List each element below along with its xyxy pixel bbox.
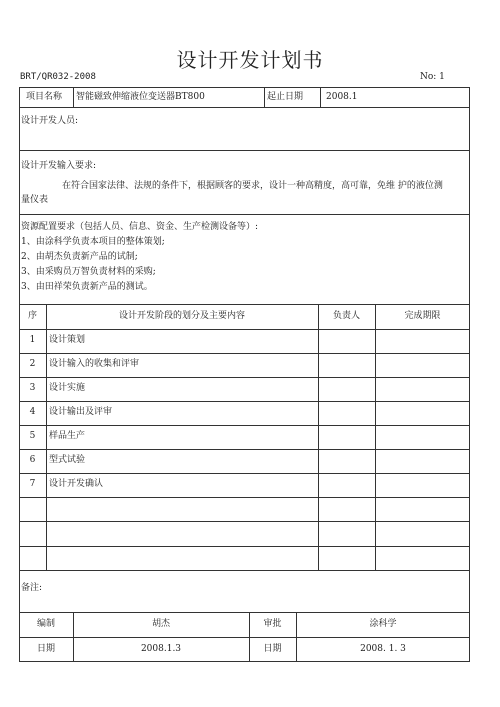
resource-item: 1、由涂科学负责本项目的整体策划;	[21, 237, 165, 247]
table-row-no: 1	[29, 335, 36, 345]
table-row-content: 设计实施	[49, 383, 86, 393]
row-divider	[19, 637, 470, 638]
col-divider	[320, 87, 321, 107]
row-divider	[19, 353, 470, 354]
row-divider	[19, 612, 470, 613]
resource-item: 3、由采购员万智负责材料的采购;	[21, 267, 156, 277]
col-divider	[73, 87, 74, 107]
col-divider	[318, 304, 319, 570]
table-row-content: 型式试验	[49, 455, 86, 465]
document-title: 设计开发计划书	[176, 48, 324, 72]
input-requirements-text: 量仪表	[21, 195, 49, 205]
approved-by-label: 审批	[263, 619, 282, 629]
prepared-date-value: 2008.1.3	[140, 644, 182, 654]
table-row-no: 3	[29, 383, 36, 393]
resources-label: 资源配置要求（包括人员、信息、资金、生产检测设备等）:	[21, 222, 259, 232]
table-row-content: 设计开发确认	[49, 479, 104, 489]
form-frame	[19, 87, 470, 662]
col-divider	[264, 87, 265, 107]
table-row-no: 2	[29, 359, 36, 369]
prepared-by-label: 编制	[36, 619, 55, 629]
project-name-value: 智能磁致伸缩液位变送器BT800	[76, 92, 205, 102]
start-date-value: 2008.1	[326, 92, 358, 102]
table-row-content: 设计策划	[49, 335, 86, 345]
document-number: BRT/QR032-2008	[20, 72, 96, 82]
start-date-label: 起止日期	[267, 92, 304, 102]
approved-date-label: 日期	[263, 644, 282, 654]
table-header-owner: 负责人	[332, 311, 360, 321]
table-row-content: 设计输入的收集和评审	[49, 359, 140, 369]
table-header-no: 序	[27, 311, 37, 321]
prepared-date-label: 日期	[36, 644, 55, 654]
row-divider	[19, 497, 470, 498]
remarks-label: 备注:	[21, 583, 43, 593]
table-row-no: 6	[29, 455, 36, 465]
col-divider	[375, 304, 376, 570]
row-divider	[19, 449, 470, 450]
row-divider	[19, 329, 470, 330]
row-divider	[19, 214, 470, 215]
resource-item: 3、由田祥荣负责新产品的测试。	[21, 282, 153, 292]
input-requirements-text: 在符合国家法律、法规的条件下，根据顾客的要求，设计一种高精度，高可靠，免维 护的液位测	[62, 181, 443, 191]
col-divider	[46, 304, 47, 570]
row-divider	[19, 107, 470, 108]
approved-date-value: 2008. 1. 3	[360, 644, 406, 654]
table-row-no: 4	[29, 407, 36, 417]
row-divider	[19, 570, 470, 571]
row-divider	[19, 425, 470, 426]
approved-by-value: 涂科学	[369, 619, 397, 629]
table-row-no: 5	[29, 431, 36, 441]
developers-label: 设计开发人员:	[21, 116, 79, 126]
row-divider	[19, 401, 470, 402]
input-requirements-label: 设计开发输入要求:	[21, 161, 97, 171]
row-divider	[19, 546, 470, 547]
table-row-content: 样品生产	[49, 431, 86, 441]
row-divider	[19, 304, 470, 305]
table-row-no: 7	[29, 479, 36, 489]
table-header-content: 设计开发阶段的划分及主要内容	[118, 311, 245, 321]
row-divider	[19, 521, 470, 522]
resource-item: 2、由胡杰负责新产品的试制;	[21, 252, 138, 262]
row-divider	[19, 150, 470, 151]
page-number: No: 1	[420, 72, 445, 82]
table-header-deadline: 完成期限	[404, 311, 441, 321]
table-row-content: 设计输出及评审	[49, 407, 113, 417]
project-name-label: 项目名称	[26, 92, 63, 102]
prepared-by-value: 胡杰	[151, 619, 170, 629]
row-divider	[19, 377, 470, 378]
row-divider	[19, 473, 470, 474]
